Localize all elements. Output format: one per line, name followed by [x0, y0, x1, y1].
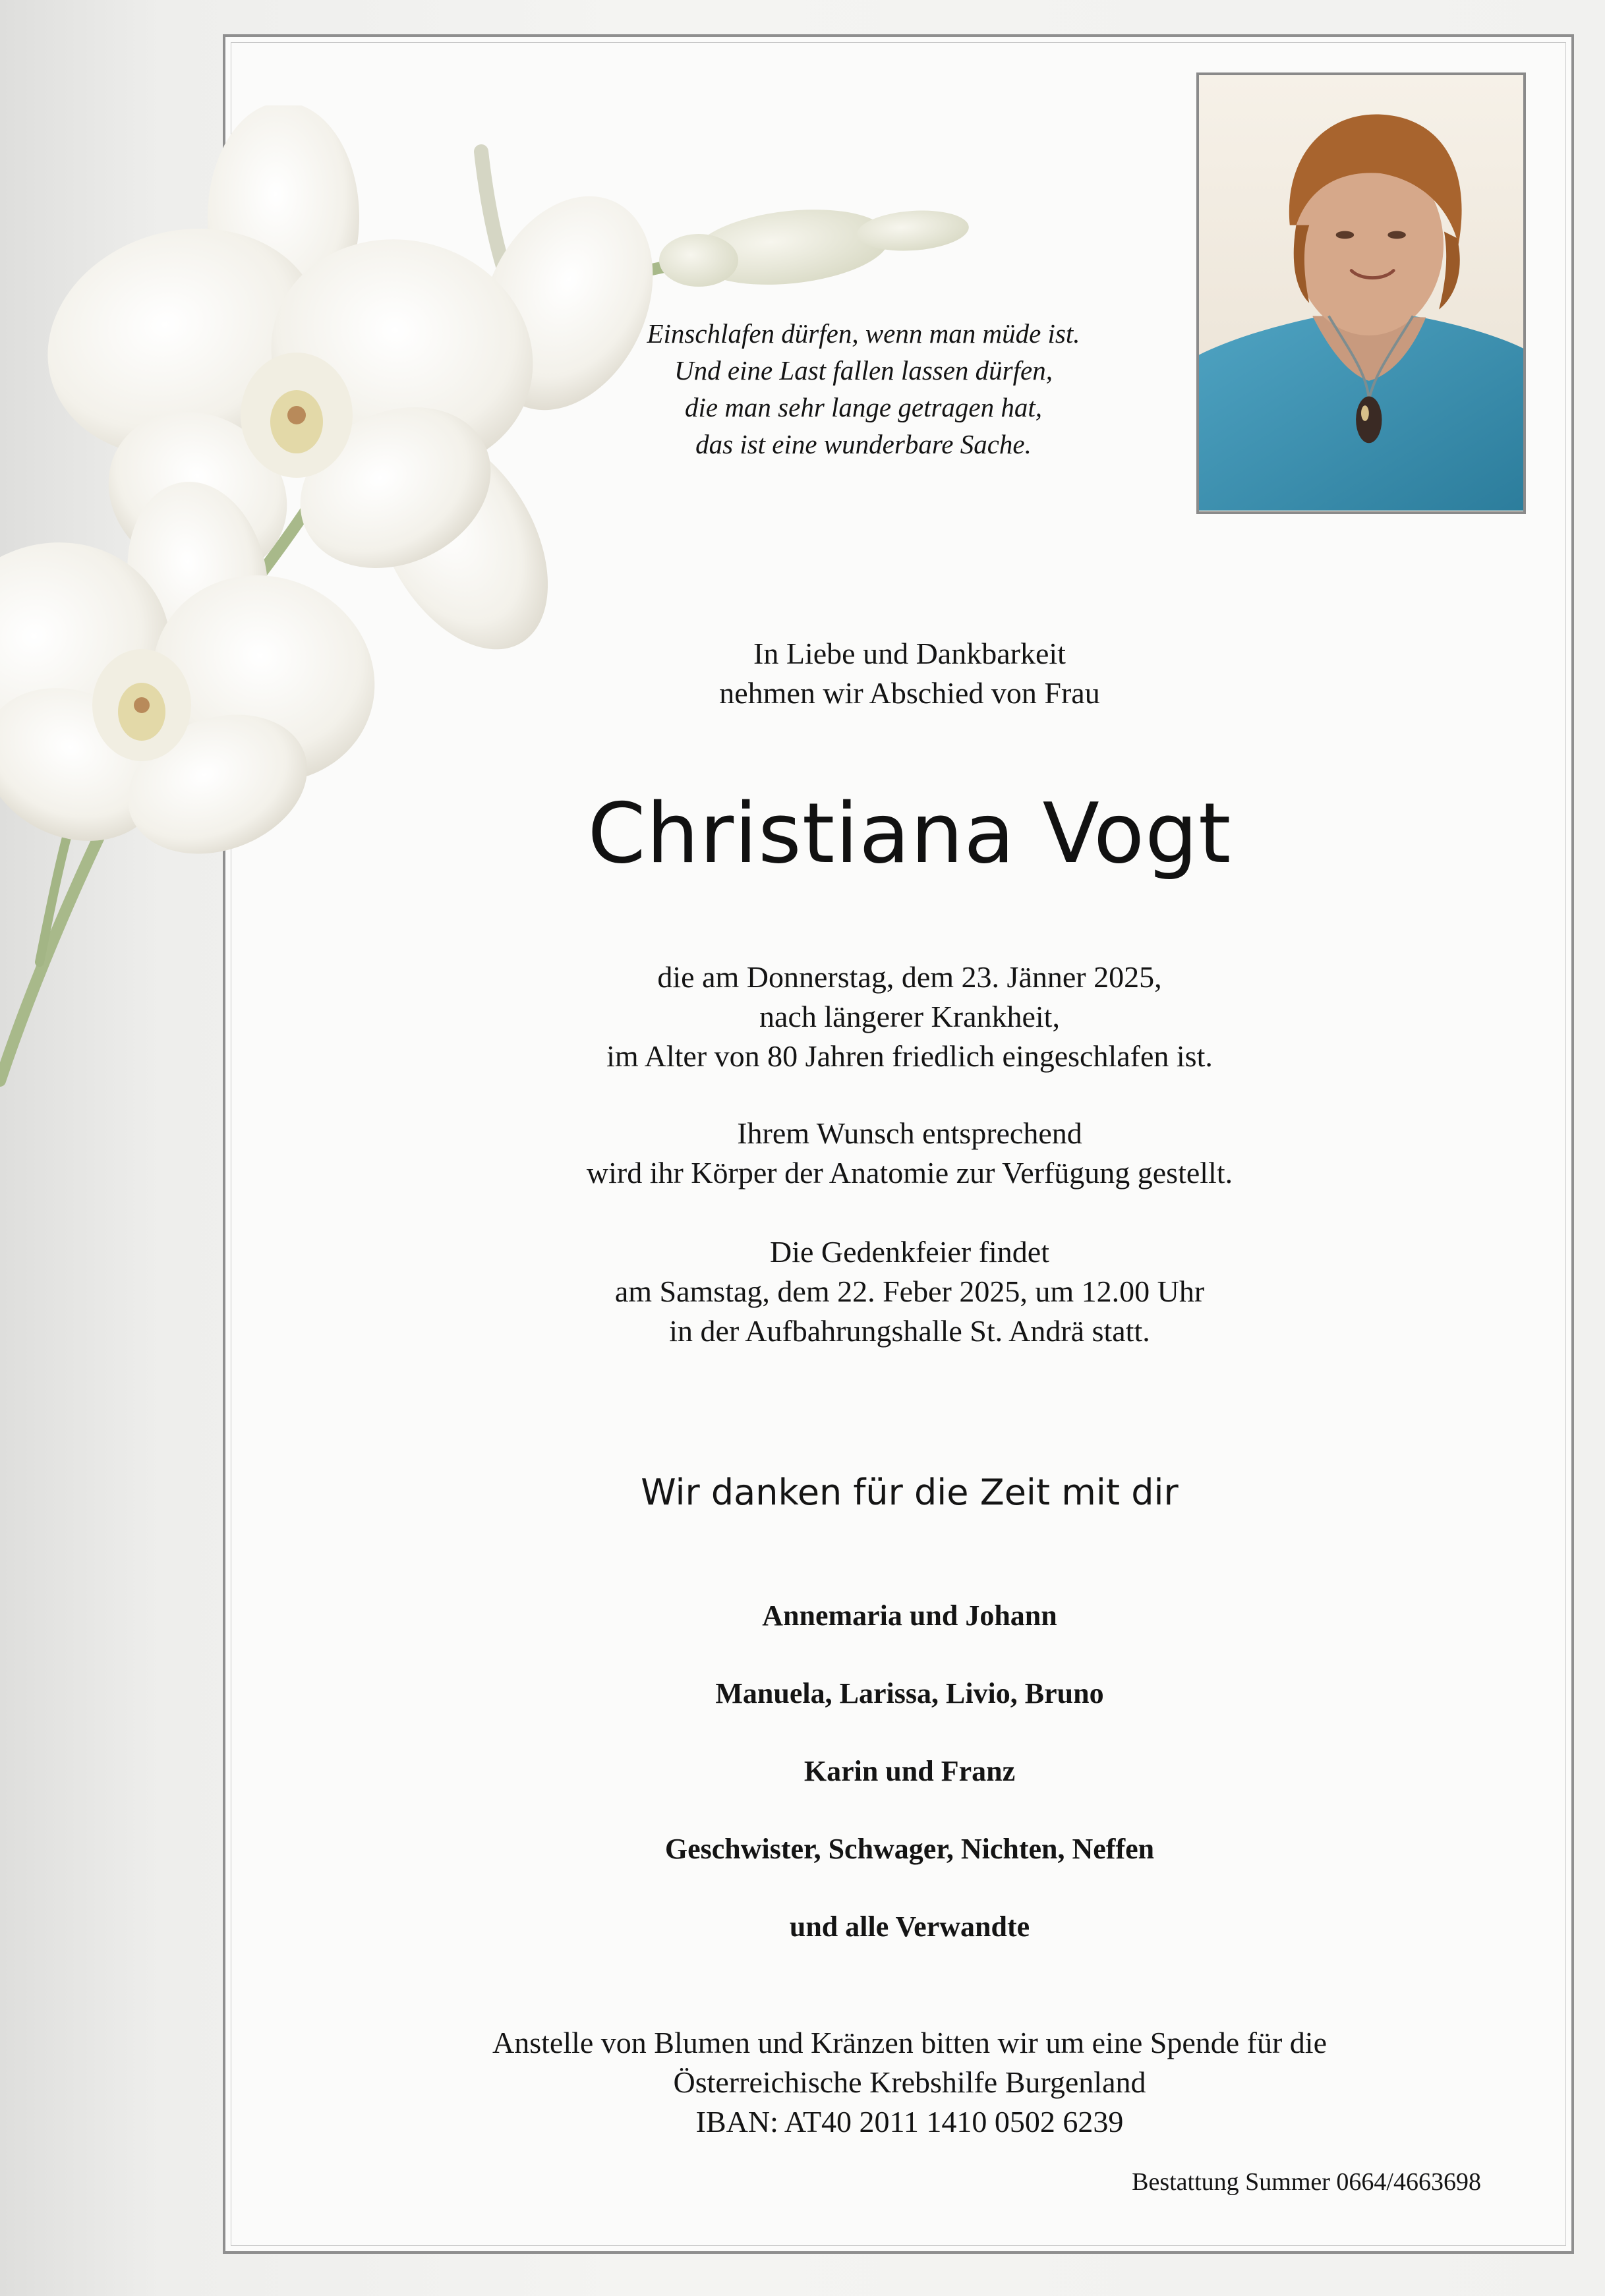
wish-line: Ihrem Wunsch entsprechend [737, 1116, 1082, 1150]
deceased-name: Christiana Vogt [587, 785, 1232, 882]
intro-text [395, 634, 1424, 713]
ceremony-text [395, 1232, 1424, 1351]
quote-line: Einschlafen dürfen, wenn man müde ist. [647, 318, 1080, 349]
wish-line: wird ihr Körper der Anatomie zur Verfügung gestellt. [586, 1156, 1233, 1190]
donation-line: Anstelle von Blumen und Kränzen bitten wir um eine Spende für die [492, 2026, 1327, 2059]
ceremony-line: am Samstag, dem 22. Feber 2025, um 12.00 Uhr [614, 1275, 1205, 1308]
mourner-entry: Annemaria und Johann [762, 1599, 1057, 1632]
mourner-entry: Geschwister, Schwager, Nichten, Neffen [664, 1833, 1155, 1865]
mourner-entry: und alle Verwandte [789, 1910, 1030, 1943]
intro-line: nehmen wir Abschied von Frau [719, 676, 1100, 710]
quote-line: Und eine Last fallen lassen dürfen, [674, 355, 1053, 386]
quote-line: das ist eine wunderbare Sache. [695, 429, 1032, 459]
mourners-list [395, 1596, 1424, 1985]
death-notice-line: im Alter von 80 Jahren friedlich eingeschlafen ist. [606, 1039, 1213, 1073]
quote-line: die man sehr lange getragen hat, [684, 392, 1043, 422]
death-notice [395, 958, 1424, 1076]
wish-text [395, 1114, 1424, 1193]
portrait-image [1199, 75, 1523, 511]
death-notice-line: die am Donnerstag, dem 23. Jänner 2025, [657, 960, 1162, 994]
quote [554, 315, 1173, 463]
ceremony-line: Die Gedenkfeier findet [769, 1235, 1050, 1269]
mourner-entry: Karin und Franz [803, 1755, 1016, 1787]
donation-text [395, 2023, 1424, 2142]
donation-line: Österreichische Krebshilfe Burgenland [673, 2065, 1146, 2099]
death-notice-line: nach längerer Krankheit, [759, 1000, 1060, 1033]
ceremony-line: in der Aufbahrungshalle St. Andrä statt. [669, 1314, 1150, 1348]
mourner-entry: Manuela, Larissa, Livio, Bruno [715, 1677, 1104, 1709]
intro-line: In Liebe und Dankbarkeit [753, 637, 1066, 670]
undertaker-contact: Bestattung Summer 0664/4663698 [1132, 2168, 1481, 2196]
donation-iban: IBAN: AT40 2011 1410 0502 6239 [695, 2105, 1124, 2138]
thanks-text: Wir danken für die Zeit mit dir [641, 1472, 1179, 1513]
portrait-photo [1196, 72, 1526, 514]
